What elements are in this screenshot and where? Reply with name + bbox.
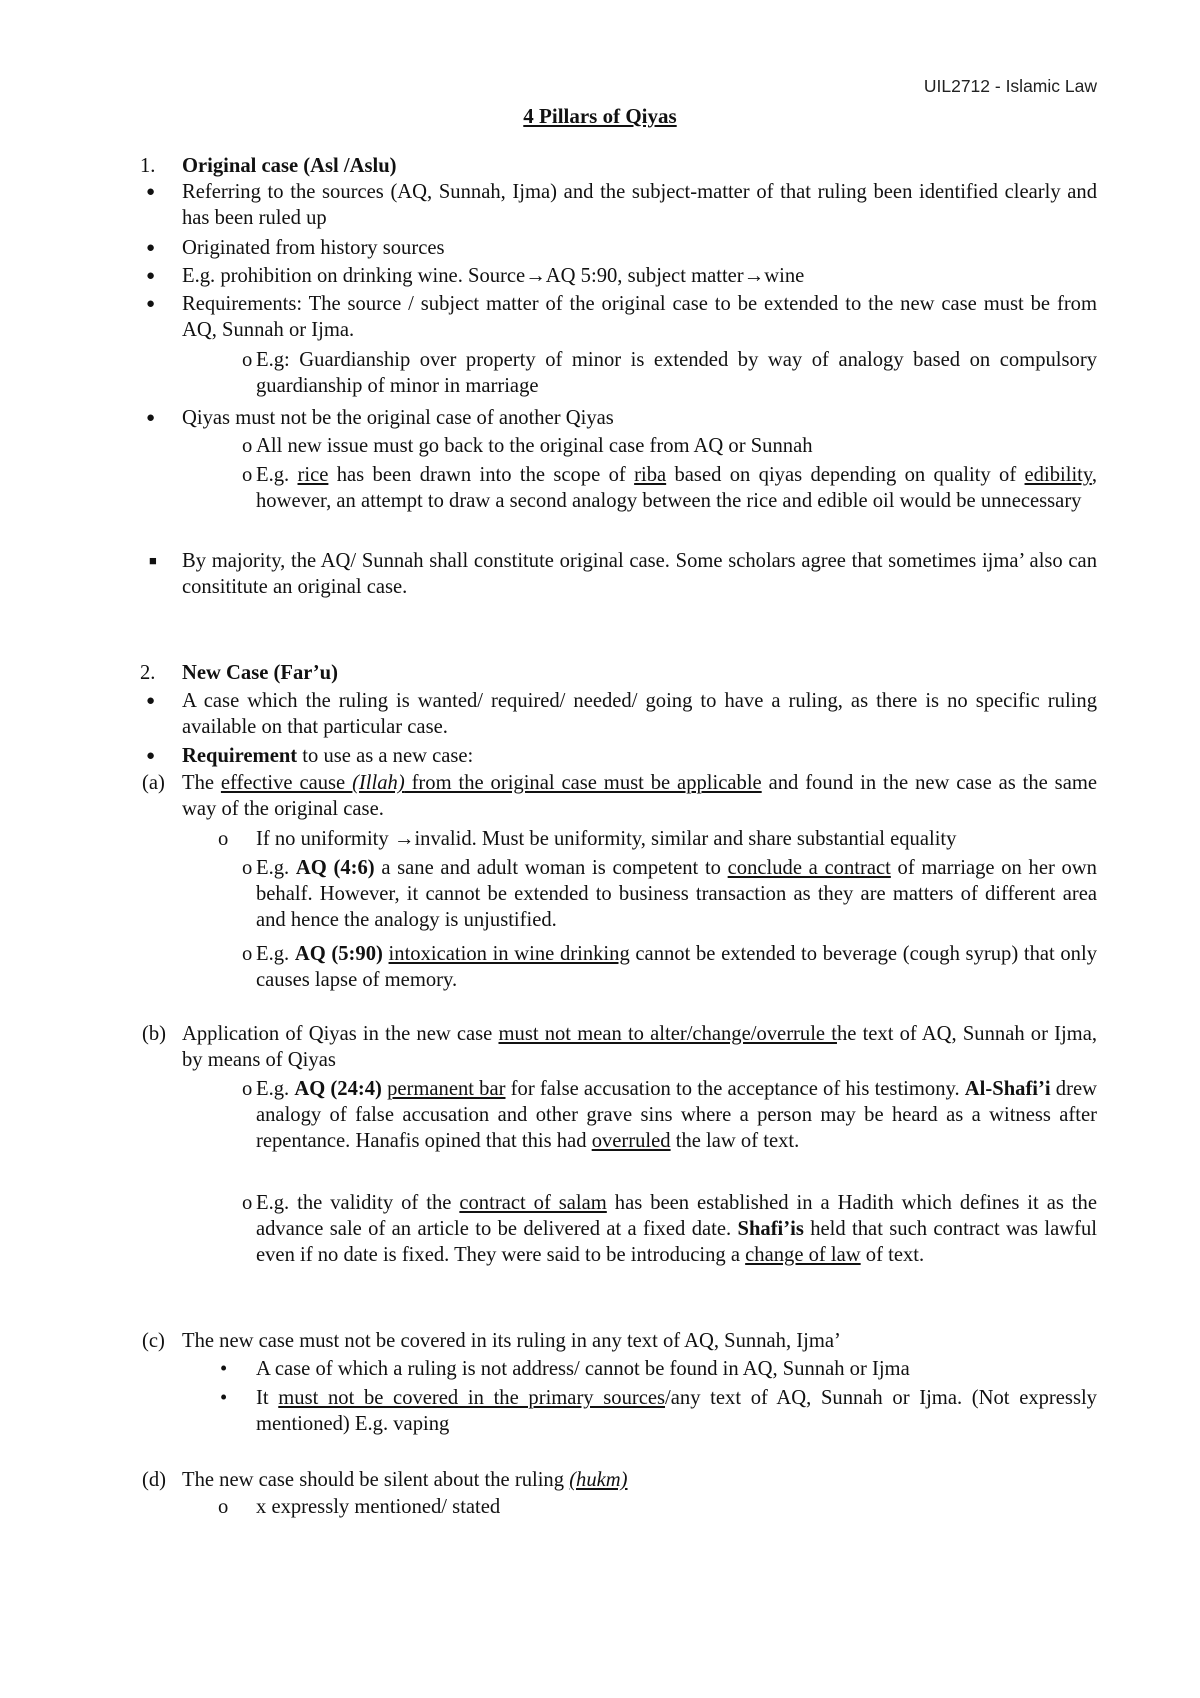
course-header: UIL2712 - Islamic Law xyxy=(923,76,1097,96)
paragraph: E.g. rice has been drawn into the scope of riba based on qiyas depending on quality of edibility, however, an attempt to draw a second analogy between the rice and edible oil would be unnecessary xyxy=(256,464,1098,512)
list-label: (d) xyxy=(142,1469,167,1491)
arrow-icon: → xyxy=(743,265,765,287)
section-heading: Original case (Asl /Aslu) xyxy=(182,155,397,177)
bullet-icon: ● xyxy=(146,240,156,256)
paragraph: Requirement to use as a new case: xyxy=(182,745,474,767)
paragraph: By majority, the AQ/ Sunnah shall constitute original case. Some scholars agree that sometimes ijma’ also can consititute an original case. xyxy=(182,550,1097,598)
arrow-icon: → xyxy=(525,265,546,287)
page-title: 4 Pillars of Qiyas xyxy=(523,104,677,128)
section-heading: New Case (Far’u) xyxy=(182,662,338,684)
section-number: 1. xyxy=(140,155,156,177)
bullet-icon: ● xyxy=(146,184,156,200)
section-number: 2. xyxy=(140,662,156,684)
list-label: (a) xyxy=(142,772,165,794)
paragraph: It must not be covered in the primary sources/any text of AQ, Sunnah or Ijma. (Not expressly mentioned) E.g. vaping xyxy=(256,1387,1097,1435)
paragraph: x expressly mentioned/ stated xyxy=(256,1496,501,1518)
paragraph: E.g. the validity of the contract of salam has been established in a Hadith which defines it as the advance sale of an article to be delivered at a fixed date. Shafi’is held that such contract was lawful even if no date is fixed. They were said to be introducing a change of law of text. xyxy=(256,1192,1098,1266)
circle-bullet-icon: o xyxy=(242,1078,253,1100)
circle-bullet-icon: o xyxy=(242,349,253,371)
small-bullet-icon: • xyxy=(220,1387,228,1409)
paragraph: Originated from history sources xyxy=(182,237,445,259)
paragraph: Referring to the sources (AQ, Sunnah, Ijma) and the subject-matter of that ruling been identified clearly and has been ruled up xyxy=(182,181,1097,229)
paragraph: The effective cause (Illah) from the original case must be applicable and found in the new case as the same way of the original case. xyxy=(182,772,1097,820)
paragraph: Requirements: The source / subject matter of the original case to be extended to the new case must be from AQ, Sunnah or Ijma. xyxy=(182,293,1097,341)
circle-bullet-icon: o xyxy=(218,1496,229,1518)
paragraph: E.g: Guardianship over property of minor is extended by way of analogy based on compulsory guardianship of minor in marriage xyxy=(256,349,1097,397)
paragraph: A case which the ruling is wanted/ required/ needed/ going to have a ruling, as there is no specific ruling available on that particular case. xyxy=(182,690,1097,738)
circle-bullet-icon: o xyxy=(218,828,229,850)
list-label: (b) xyxy=(142,1023,167,1045)
paragraph: The new case must not be covered in its ruling in any text of AQ, Sunnah, Ijma’ xyxy=(182,1330,841,1352)
paragraph: If no uniformity →invalid. Must be uniformity, similar and share substantial equality xyxy=(256,828,957,850)
arrow-icon: → xyxy=(393,828,415,850)
paragraph: E.g. prohibition on drinking wine. Source→AQ 5:90, subject matter→wine xyxy=(182,265,805,287)
circle-bullet-icon: o xyxy=(242,435,253,457)
circle-bullet-icon: o xyxy=(242,943,253,965)
circle-bullet-icon: o xyxy=(242,464,253,486)
small-bullet-icon: • xyxy=(220,1358,228,1380)
list-label: (c) xyxy=(142,1330,165,1352)
circle-bullet-icon: o xyxy=(242,1192,253,1214)
paragraph: E.g. AQ (24:4) permanent bar for false accusation to the acceptance of his testimony. Al-Shafi’i drew analogy of false accusation and other grave sins where a person may be heard as a witness after repentance. Hanafis opined that this had overruled the law of text. xyxy=(256,1078,1097,1152)
paragraph: A case of which a ruling is not address/ cannot be found in AQ, Sunnah or Ijma xyxy=(256,1358,910,1380)
bullet-icon: ● xyxy=(146,296,156,312)
paragraph: The new case should be silent about the ruling (hukm) xyxy=(182,1469,628,1491)
bullet-icon: ● xyxy=(146,268,156,284)
bullet-icon: ● xyxy=(146,693,156,709)
circle-bullet-icon: o xyxy=(242,857,253,879)
bullet-icon: ● xyxy=(146,410,156,426)
paragraph: Qiyas must not be the original case of another Qiyas xyxy=(182,407,614,429)
paragraph: All new issue must go back to the original case from AQ or Sunnah xyxy=(256,435,813,457)
paragraph: E.g. AQ (4:6) a sane and adult woman is competent to conclude a contract of marriage on her own behalf. However, it cannot be extended to business transaction as they are matters of different area and hence the analogy is unjustified. xyxy=(256,857,1097,931)
paragraph: E.g. AQ (5:90) intoxication in wine drinking cannot be extended to beverage (cough syrup) that only causes lapse of memory. xyxy=(256,943,1097,991)
paragraph: Application of Qiyas in the new case must not mean to alter/change/overrule the text of AQ, Sunnah or Ijma, by means of Qiyas xyxy=(182,1023,1097,1071)
bullet-icon: ● xyxy=(146,748,156,764)
square-bullet-icon: ■ xyxy=(149,553,157,568)
